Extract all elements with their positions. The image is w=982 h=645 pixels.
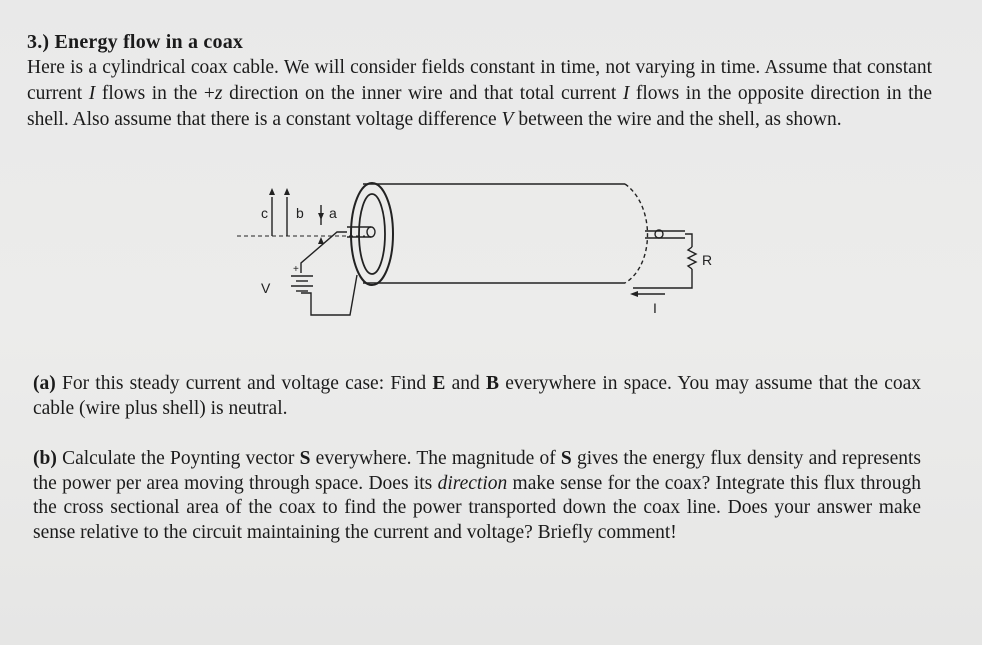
dim-a-arrowhead-down bbox=[318, 213, 324, 220]
intro-text-3: direction on the inner wire and that total current bbox=[222, 83, 623, 104]
part-a-label: (a) bbox=[33, 373, 56, 394]
resistor-lead-top bbox=[685, 234, 692, 247]
label-V: V bbox=[261, 280, 271, 296]
intro-text-5: between the wire and the shell, as shown. bbox=[513, 109, 842, 130]
resistor-lead-bottom bbox=[633, 269, 692, 288]
label-c: c bbox=[261, 205, 268, 221]
dim-b-arrowhead bbox=[284, 188, 290, 195]
poynting-symbol: S bbox=[299, 448, 311, 469]
part-a-text-2: and bbox=[445, 373, 486, 394]
wire-end bbox=[367, 227, 375, 237]
label-a: a bbox=[329, 205, 337, 221]
poynting-symbol-2: S bbox=[560, 448, 572, 469]
part-b-text-4: make sense for the coax? Integrate this flux through the cross sectional area of the coax to find the power transported down the coax line. Does your answer make sense relative to the circuit maintaining the current and voltage? Briefly comment! bbox=[33, 472, 921, 543]
label-plus: + bbox=[293, 264, 299, 275]
battery-wire-top bbox=[301, 232, 347, 273]
return-current-arrowhead bbox=[630, 291, 638, 297]
current-symbol-2: I bbox=[622, 83, 630, 104]
label-R: R bbox=[702, 252, 713, 268]
part-b bbox=[33, 447, 921, 545]
label-I: I bbox=[653, 300, 657, 316]
intro-text-2: flows in the + bbox=[95, 83, 215, 104]
part-a-text-1: For this steady current and voltage case: Find bbox=[55, 373, 433, 394]
part-a bbox=[33, 372, 921, 421]
part-b-text-3: gives the energy flux density and represents the power per area moving through space. Does its bbox=[33, 448, 921, 494]
problem-intro bbox=[27, 55, 932, 133]
part-b-label: (b) bbox=[33, 448, 57, 469]
shell-outer-ellipse bbox=[351, 183, 393, 285]
dim-a-arrowhead-up bbox=[318, 237, 324, 244]
problem-title: 3.) Energy flow in a coax bbox=[27, 31, 244, 53]
shell-inner-ellipse bbox=[359, 194, 385, 274]
direction-word: direction bbox=[437, 472, 508, 494]
dim-c-arrowhead bbox=[269, 188, 275, 195]
resistor-zigzag bbox=[688, 247, 696, 269]
coax-diagram bbox=[225, 175, 745, 335]
intro-text-1: Here is a cylindrical coax cable. We will consider fields constant in time, not varying in time. Assume that constant current bbox=[27, 57, 932, 104]
battery-wire-bottom bbox=[301, 275, 357, 315]
current-symbol: I bbox=[88, 83, 96, 104]
label-b: b bbox=[296, 205, 304, 221]
z-symbol: z bbox=[214, 83, 223, 104]
cable-far-end bbox=[625, 184, 648, 283]
b-field-symbol: B bbox=[485, 373, 499, 394]
intro-text-4: flows in the opposite direction in the shell. Also assume that there is a constant voltage difference bbox=[27, 83, 932, 130]
part-b-text-1: Calculate the Poynting vector bbox=[56, 448, 300, 469]
e-field-symbol: E bbox=[432, 373, 446, 394]
voltage-symbol: V bbox=[501, 109, 514, 130]
part-a-text-3: everywhere in space. You may assume that the coax cable (wire plus shell) is neutral. bbox=[33, 373, 922, 419]
part-b-text-2: everywhere. The magnitude of bbox=[310, 448, 561, 469]
